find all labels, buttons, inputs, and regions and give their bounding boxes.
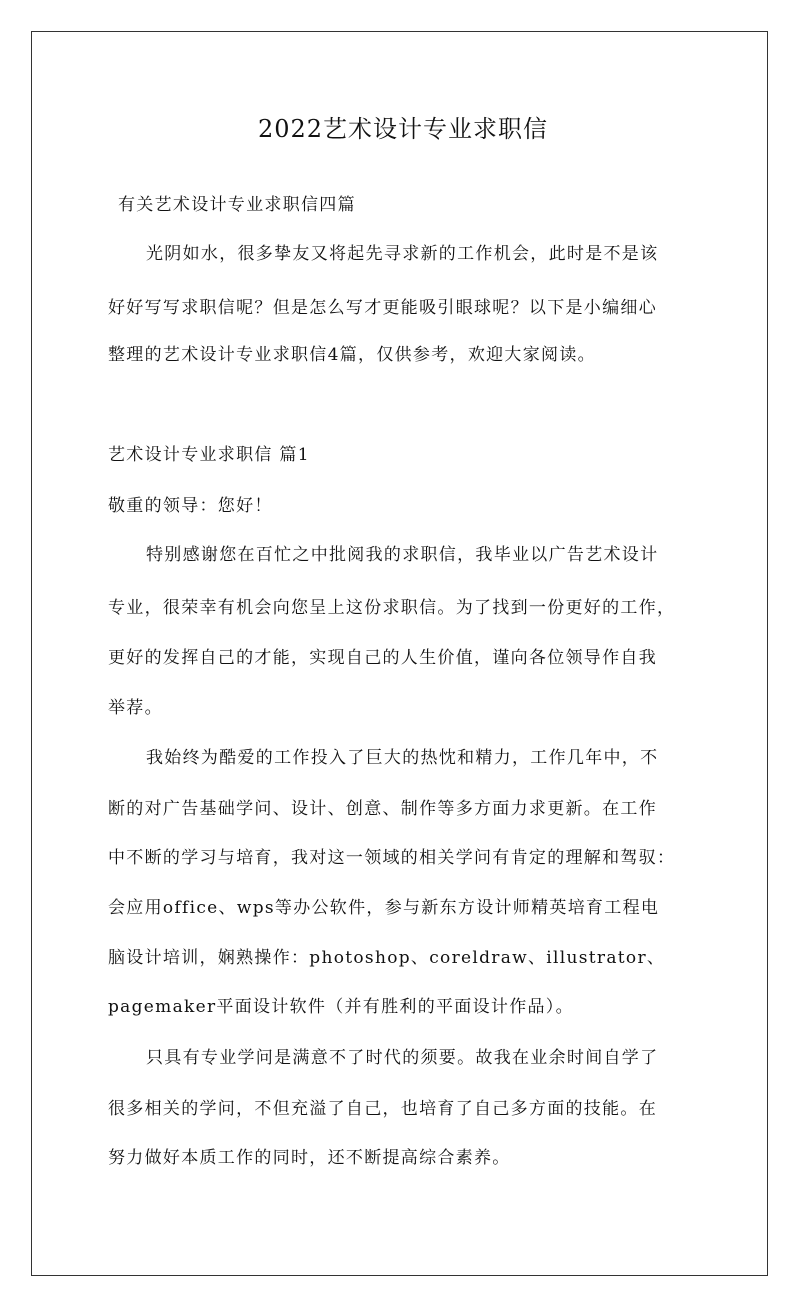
paragraph-line: 努力做好本质工作的同时，还不断提高综合素养。 bbox=[108, 1148, 511, 1168]
document-subtitle: 有关艺术设计专业求职信四篇 bbox=[118, 195, 356, 215]
paragraph-line: 会应用office、wps等办公软件，参与新东方设计师精英培育工程电 bbox=[108, 898, 660, 918]
intro-line: 光阴如水，很多挚友又将起先寻求新的工作机会，此时是不是该 bbox=[146, 244, 659, 264]
paragraph-line: 断的对广告基础学问、设计、创意、制作等多方面力求更新。在工作 bbox=[108, 799, 657, 819]
paragraph-line: 举荐。 bbox=[108, 698, 163, 718]
paragraph-line: 专业，很荣幸有机会向您呈上这份求职信。为了找到一份更好的工作， bbox=[108, 598, 676, 618]
paragraph-line: 特别感谢您在百忙之中批阅我的求职信，我毕业以广告艺术设计 bbox=[146, 545, 659, 565]
paragraph-line: 中不断的学习与培育，我对这一领域的相关学问有肯定的理解和驾驭： bbox=[108, 848, 676, 868]
paragraph-line: 很多相关的学问，不但充溢了自己，也培育了自己多方面的技能。在 bbox=[108, 1099, 657, 1119]
greeting: 敬重的领导：您好！ bbox=[108, 496, 273, 516]
intro-line: 好好写写求职信呢？但是怎么写才更能吸引眼球呢？以下是小编细心 bbox=[108, 298, 657, 318]
paragraph-line: 更好的发挥自己的才能，实现自己的人生价值，谨向各位领导作自我 bbox=[108, 648, 657, 668]
intro-line: 整理的艺术设计专业求职信4篇，仅供参考，欢迎大家阅读。 bbox=[108, 345, 596, 365]
document-title: 2022艺术设计专业求职信 bbox=[257, 115, 549, 143]
paragraph-line: 只具有专业学问是满意不了时代的须要。故我在业余时间自学了 bbox=[146, 1048, 659, 1068]
paragraph-line: 我始终为酷爱的工作投入了巨大的热忱和精力，工作几年中，不 bbox=[146, 748, 659, 768]
paragraph-line: pagemaker平面设计软件（并有胜利的平面设计作品）。 bbox=[108, 997, 574, 1017]
section-heading: 艺术设计专业求职信 篇1 bbox=[108, 445, 310, 465]
paragraph-line: 脑设计培训，娴熟操作：photoshop、coreldraw、illustrator、 bbox=[108, 948, 666, 968]
